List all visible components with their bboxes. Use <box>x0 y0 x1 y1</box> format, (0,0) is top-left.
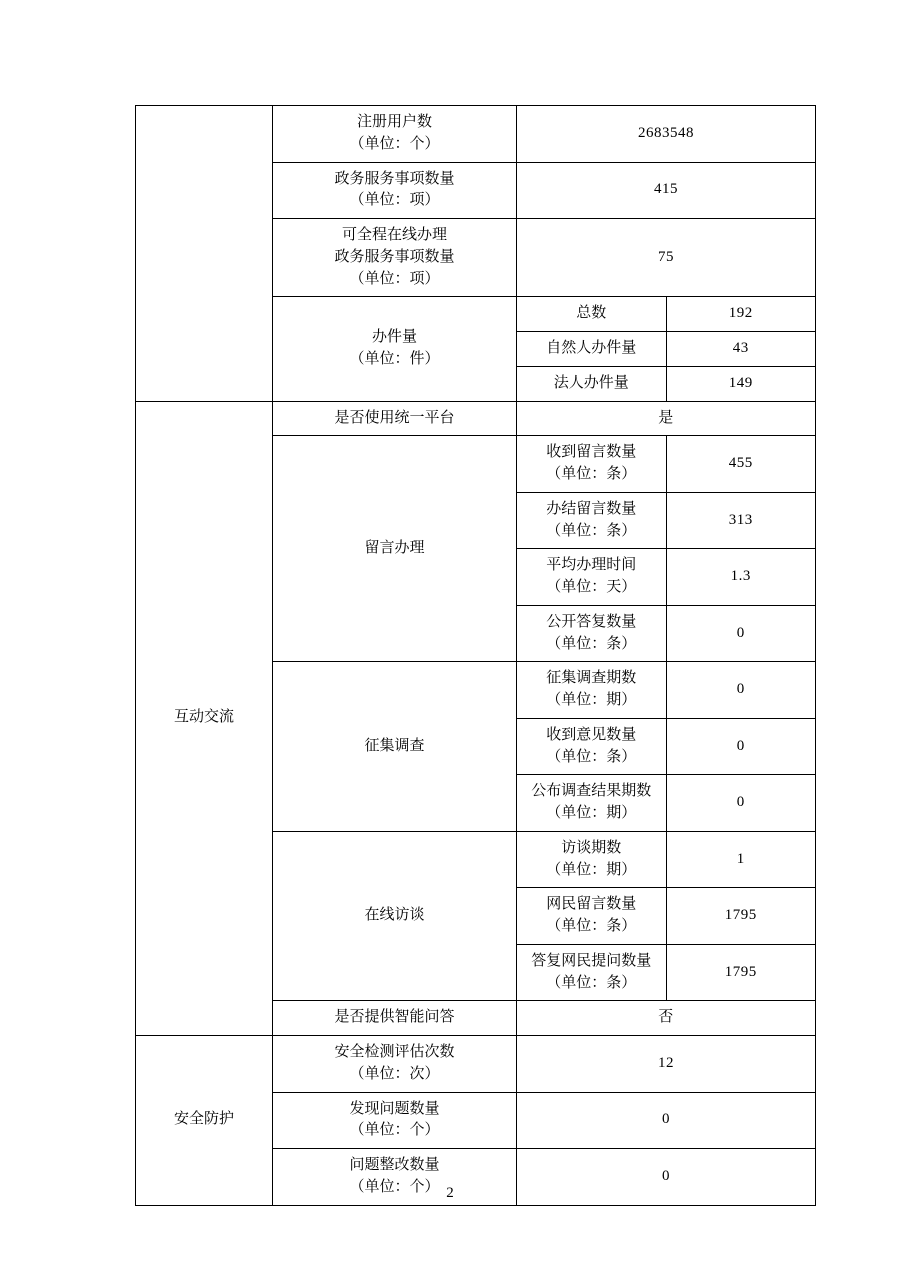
value-opinions-received: 0 <box>666 718 816 775</box>
item-issues-found: 发现问题数量 （单位：个） <box>273 1092 517 1149</box>
item-issues-fixed: 问题整改数量 （单位：个） <box>273 1149 517 1206</box>
sub-average-handling-time: 平均办理时间 （单位：天） <box>517 549 667 606</box>
category-interaction: 互动交流 <box>136 401 273 1036</box>
table-row <box>136 106 816 163</box>
item-smart-qa: 是否提供智能问答 <box>273 1001 517 1036</box>
sub-messages-completed: 办结留言数量 （单位：条） <box>517 492 667 549</box>
value-issues-fixed: 0 <box>517 1149 816 1206</box>
value-legal-person: 149 <box>666 366 816 401</box>
sub-opinions-received: 收到意见数量 （单位：条） <box>517 718 667 775</box>
value-unified-platform: 是 <box>517 401 816 436</box>
value-registered-users: 2683548 <box>517 106 816 163</box>
sub-survey-periods: 征集调查期数 （单位：期） <box>517 662 667 719</box>
page-number: 2 <box>446 1185 454 1201</box>
sub-netizen-replies: 答复网民提问数量 （单位：条） <box>517 944 667 1001</box>
item-survey: 征集调查 <box>273 662 517 832</box>
value-total: 192 <box>666 297 816 332</box>
value-public-replies: 0 <box>666 605 816 662</box>
sub-natural-person: 自然人办件量 <box>517 332 667 367</box>
value-average-handling-time: 1.3 <box>666 549 816 606</box>
sub-interview-periods: 访谈期数 （单位：期） <box>517 831 667 888</box>
value-full-online-service-count: 75 <box>517 219 816 297</box>
item-registered-users: 注册用户数 （单位：个） <box>273 106 517 163</box>
value-natural-person: 43 <box>666 332 816 367</box>
item-gov-service-count: 政务服务事项数量 （单位：项） <box>273 162 517 219</box>
table-row <box>136 401 816 436</box>
item-security-assessments: 安全检测评估次数 （单位：次） <box>273 1036 517 1093</box>
category-cell-blank <box>136 106 273 402</box>
value-survey-periods: 0 <box>666 662 816 719</box>
sub-total: 总数 <box>517 297 667 332</box>
annual-report-table <box>135 105 816 1206</box>
sub-survey-results-published: 公布调查结果期数 （单位：期） <box>517 775 667 832</box>
value-issues-found: 0 <box>517 1092 816 1149</box>
category-security: 安全防护 <box>136 1036 273 1206</box>
item-message-handling: 留言办理 <box>273 436 517 662</box>
item-online-interview: 在线访谈 <box>273 831 517 1001</box>
value-netizen-messages: 1795 <box>666 888 816 945</box>
value-messages-completed: 313 <box>666 492 816 549</box>
value-interview-periods: 1 <box>666 831 816 888</box>
item-transaction-volume: 办件量 （单位：件） <box>273 297 517 401</box>
value-gov-service-count: 415 <box>517 162 816 219</box>
value-smart-qa: 否 <box>517 1001 816 1036</box>
value-messages-received: 455 <box>666 436 816 493</box>
item-full-online-service-count: 可全程在线办理 政务服务事项数量 （单位：项） <box>273 219 517 297</box>
value-netizen-replies: 1795 <box>666 944 816 1001</box>
item-unified-platform: 是否使用统一平台 <box>273 401 517 436</box>
report-table-container <box>135 105 790 1206</box>
sub-messages-received: 收到留言数量 （单位：条） <box>517 436 667 493</box>
sub-netizen-messages: 网民留言数量 （单位：条） <box>517 888 667 945</box>
value-security-assessments: 12 <box>517 1036 816 1093</box>
table-row <box>136 1036 816 1093</box>
sub-public-replies: 公开答复数量 （单位：条） <box>517 605 667 662</box>
sub-legal-person: 法人办件量 <box>517 366 667 401</box>
value-survey-results-published: 0 <box>666 775 816 832</box>
